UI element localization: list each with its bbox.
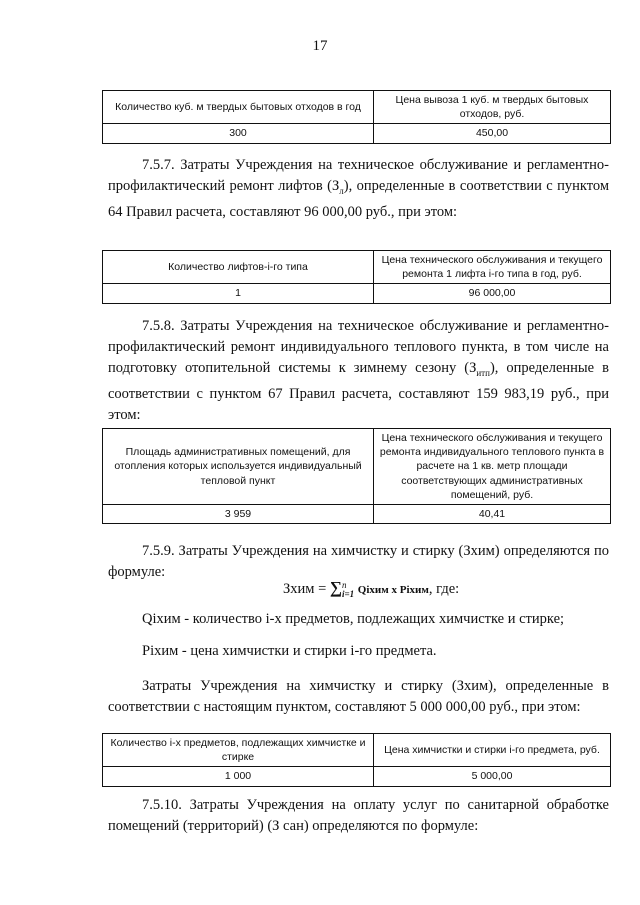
table-header-cell: Площадь административных помещений, для отопления которых используется индивидуальный тепловой пункт bbox=[103, 429, 374, 505]
table-cell: 300 bbox=[103, 124, 374, 143]
table-header-cell: Цена вывоза 1 куб. м твердых бытовых отходов, руб. bbox=[374, 91, 611, 124]
table-elevators bbox=[102, 250, 611, 304]
paragraph-total-cleaning: Затраты Учреждения на химчистку и стирку (Зхим), определенные в соответствии с настоящим пунктом, составляют 5 000 000,00 руб., при этом: bbox=[108, 678, 609, 715]
page-number: 17 bbox=[312, 38, 328, 54]
table-cell: 5 000,00 bbox=[374, 767, 611, 786]
table-cell: 96 000,00 bbox=[374, 284, 611, 303]
table-cell: 3 959 bbox=[103, 504, 374, 523]
table-header-cell: Количество лифтов-i-го типа bbox=[103, 251, 374, 284]
table-header-cell: Количество i-х предметов, подлежащих химчистке и стирке bbox=[103, 734, 374, 767]
table-row bbox=[103, 504, 611, 523]
table-heating bbox=[102, 428, 611, 524]
formula-dry-cleaning: Зхим = ∑ n i=1 Qiхим x Piхим, где: bbox=[283, 578, 460, 599]
table-cell: 40,41 bbox=[374, 504, 611, 523]
table-cell: 450,00 bbox=[374, 124, 611, 143]
paragraph-7-5-10: 7.5.10. Затраты Учреждения на оплату услуг по санитарной обработке помещений (территорий) (З сан) определяются по формуле: bbox=[108, 797, 609, 834]
paragraph-7-5-7: 7.5.7. Затраты Учреждения на техническое обслуживание и регламентно-профилактический ремонт лифтов $(З_л)$, определенные в соответствии с пунктом 64 Правил расчета, составляют 96 000,00 руб., при этом: bbox=[108, 157, 609, 220]
table-header-cell: Цена технического обслуживания и текущего ремонта 1 лифта i-го типа в год, руб. bbox=[374, 251, 611, 284]
paragraph-7-5-8: 7.5.8. Затраты Учреждения на техническое обслуживание и регламентно-профилактический ремонт индивидуального теплового пункта, в том числе на подготовку отопительной системы к зимнему сезону $(З_{итп})$, определенные в соответствии с пунктом 67 Правил расчета, составляют 159 983,19 руб., при этом: bbox=[108, 318, 609, 423]
table-cell: 1 bbox=[103, 284, 374, 303]
table-header-row bbox=[103, 429, 611, 505]
table-dry-cleaning bbox=[102, 733, 611, 787]
paragraph-7-5-9: 7.5.9. Затраты Учреждения на химчистку и стирку (Зхим) определяются по формуле: bbox=[108, 543, 609, 580]
table-header-row bbox=[103, 251, 611, 284]
table-cell: 1 000 bbox=[103, 767, 374, 786]
table-header-row bbox=[103, 91, 611, 124]
table-row bbox=[103, 124, 611, 143]
table-header-row bbox=[103, 734, 611, 767]
table-header-cell: Цена технического обслуживания и текущего ремонта индивидуального теплового пункта в расчете на 1 кв. метр площади соответствующих административных помещений, руб. bbox=[374, 429, 611, 505]
table-row bbox=[103, 284, 611, 303]
definition-p: Piхим - цена химчистки и стирки i-го предмета. bbox=[142, 643, 437, 659]
table-row bbox=[103, 767, 611, 786]
table-header-cell: Цена химчистки и стирки i-го предмета, руб. bbox=[374, 734, 611, 767]
definition-q: Qiхим - количество i-х предметов, подлежащих химчистке и стирке; bbox=[142, 611, 565, 627]
table-header-cell: Количество куб. м твердых бытовых отходов в год bbox=[103, 91, 374, 124]
table-waste bbox=[102, 90, 611, 144]
